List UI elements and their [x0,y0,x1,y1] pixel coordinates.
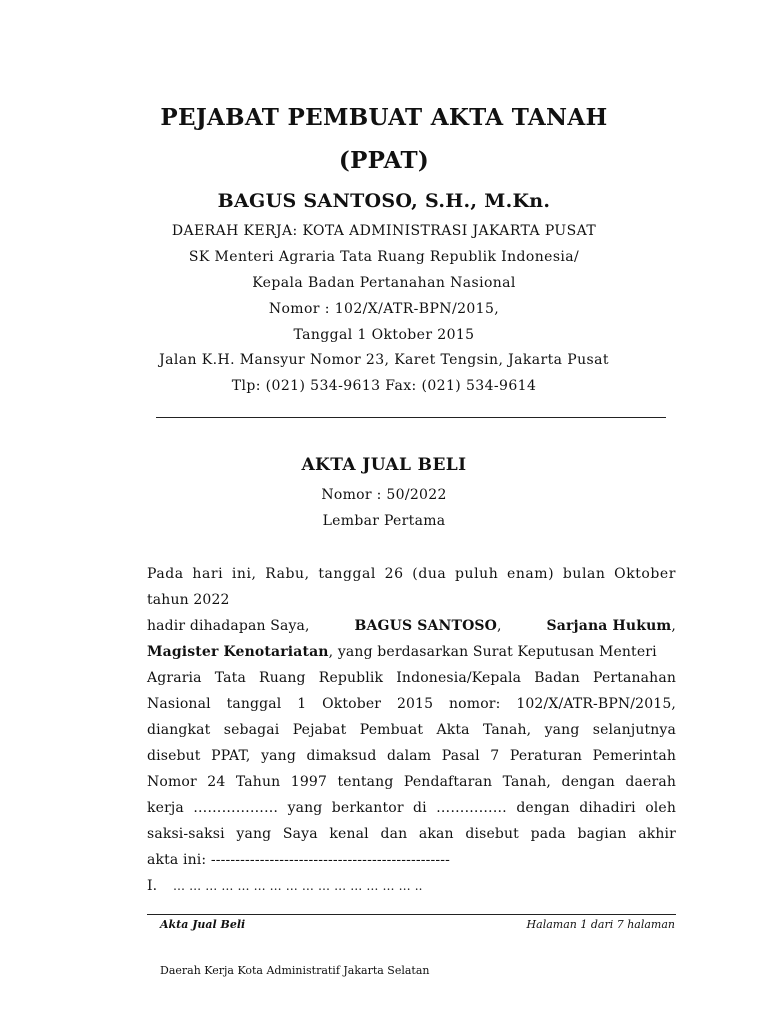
header-line-address: Jalan K.H. Mansyur Nomor 23, Karet Tengsin, Jakarta Pusat [159,352,609,368]
body-line-4 [147,643,676,661]
punctuation: , [671,618,676,634]
office-abbreviation: (PPAT) [338,147,430,174]
footer-work-area-note: Daerah Kerja Kota Administratif Jakarta Selatan [160,964,430,977]
body-line-10 [147,799,676,817]
degree-bold: Sarjana Hukum [546,618,672,634]
header-line-number: Nomor : 102/X/ATR-BPN/2015, [268,301,500,317]
body-line-9 [147,773,676,791]
header-divider [156,417,666,418]
header-line-work-area: DAERAH KERJA: KOTA ADMINISTRASI JAKARTA PUSAT [171,223,597,239]
header-line-decree: SK Menteri Agraria Tata Ruang Republik Indonesia/ [188,249,580,265]
body-text: Agraria Tata Ruang Republik Indonesia/Kepala Badan Pertanahan [147,670,676,686]
punctuation: , [497,618,502,634]
body-text: saksi-saksi yang Saya kenal dan akan disebut pada bagian akhir [147,826,676,842]
body-text: hadir dihadapan Saya, [147,618,310,634]
deed-number: Nomor : 50/2022 [321,487,447,503]
header-line-date: Tanggal 1 Oktober 2015 [293,327,475,343]
footer-page-number: Halaman 1 dari 7 halaman [526,918,675,931]
body-line-3 [147,617,676,635]
header-line-agency: Kepala Badan Pertanahan Nasional [252,275,516,291]
body-text: disebut PPAT, yang dimaksud dalam Pasal 7 Peraturan Pemerintah [147,748,676,764]
body-text: kerja ……………… yang berkantor di …………… dengan dihadiri oleh [147,800,676,816]
body-line-7 [147,721,676,739]
body-line-2: tahun 2022 [147,592,230,608]
body-line-13 [147,877,676,895]
footer-divider [147,914,676,915]
body-text: Nasional tanggal 1 Oktober 2015 nomor: 102/X/ATR-BPN/2015, [147,696,676,712]
list-placeholder-dots: … … … … … … … … … … … … … … … .. [173,879,423,893]
body-name-group [355,617,502,635]
list-number: I. [147,878,158,894]
header-line-phone: Tlp: (021) 534-9613 Fax: (021) 534-9614 [231,378,537,394]
body-title-group [547,617,676,635]
degree-bold-2: Magister Kenotariatan [147,644,329,660]
official-name-bold: BAGUS SANTOSO [354,618,498,634]
deed-sheet: Lembar Pertama [322,513,446,529]
body-line-5 [147,669,676,687]
official-name: BAGUS SANTOSO, S.H., M.Kn. [217,190,551,212]
deed-title: AKTA JUAL BELI [301,455,467,475]
body-line-6 [147,695,676,713]
body-line-8 [147,747,676,765]
footer-doc-name: Akta Jual Beli [160,918,246,931]
body-text: Nomor 24 Tahun 1997 tentang Pendaftaran Tanah, dengan daerah [147,774,676,790]
office-title: PEJABAT PEMBUAT AKTA TANAH [160,104,608,131]
body-line-11 [147,825,676,843]
footer [160,918,675,931]
body-line-12: akta ini: ------------------------------------------------- [147,852,451,868]
body-text: diangkat sebagai Pejabat Pembuat Akta Tanah, yang selanjutnya [147,722,676,738]
body-line-1 [147,565,676,583]
body-text: Pada hari ini, Rabu, tanggal 26 (dua puluh enam) bulan Oktober [147,566,676,582]
body-text: , yang berdasarkan Surat Keputusan Menteri [328,644,657,660]
